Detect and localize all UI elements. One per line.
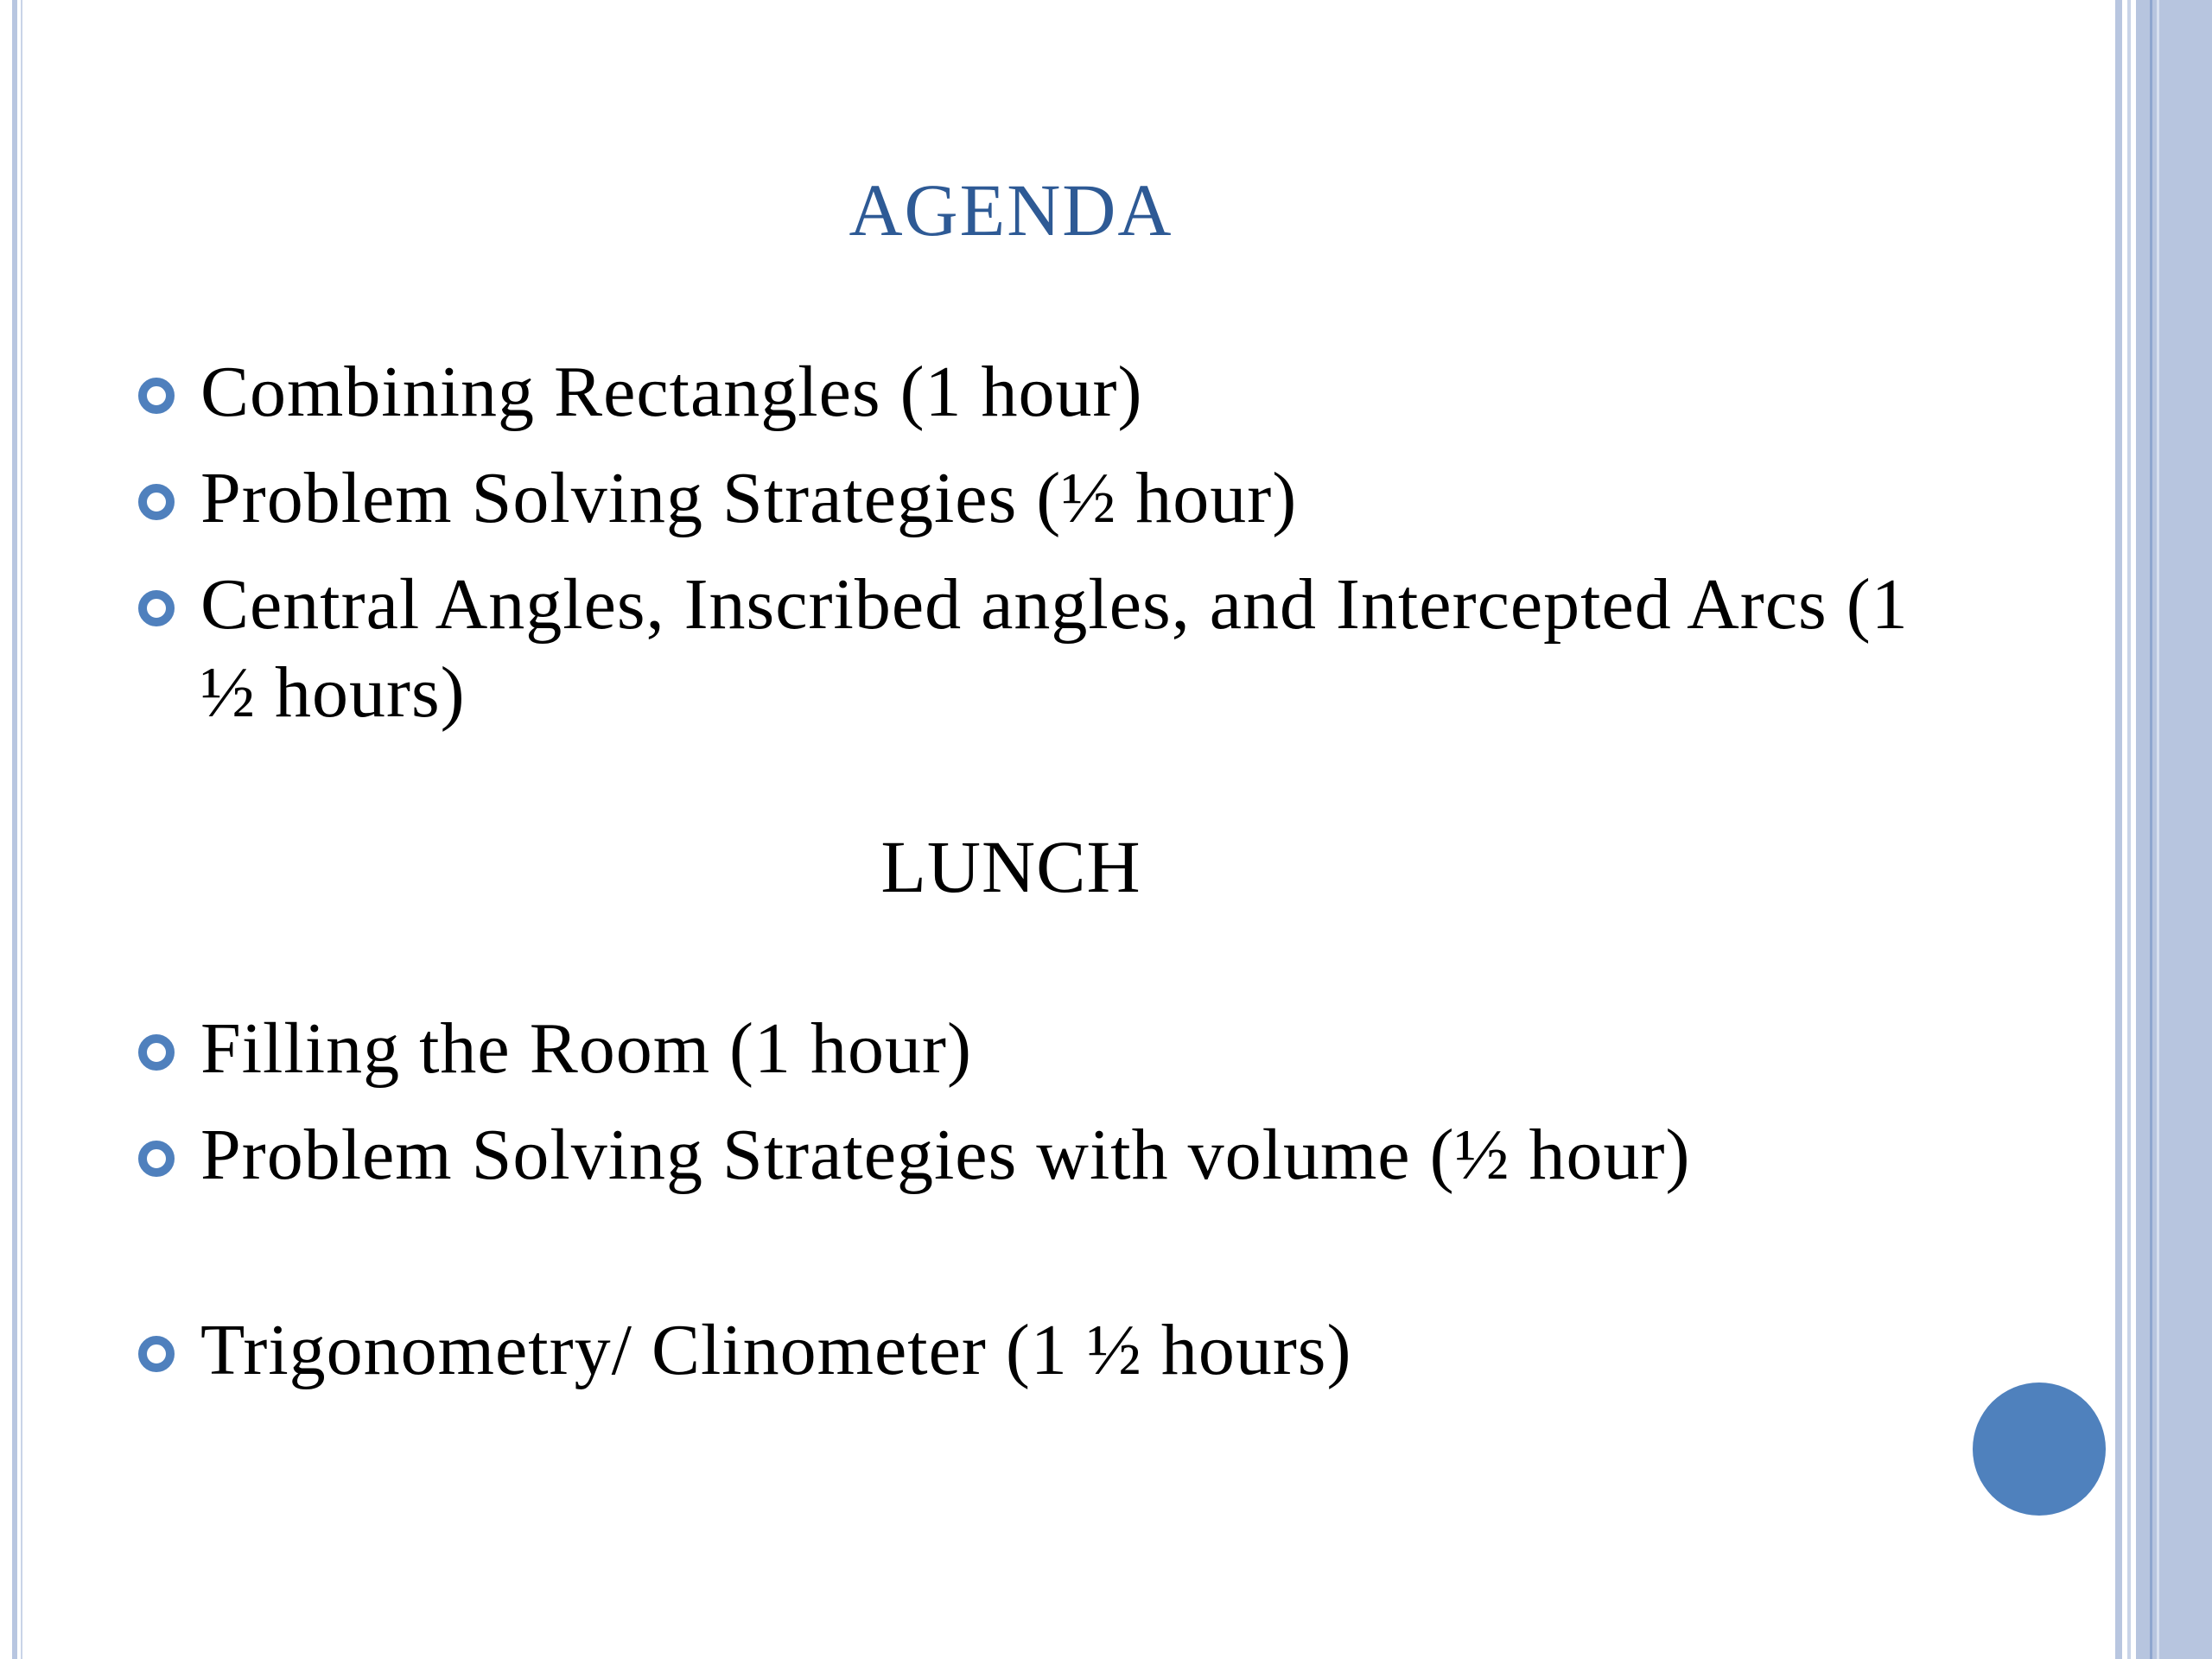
ring-bullet-icon [138,484,175,520]
lunch-label: LUNCH [880,825,1141,908]
ring-bullet-icon [138,1336,175,1372]
right-frame-band-line-light [2157,0,2159,1659]
agenda-item-text: Central Angles, Inscribed angles, and Intercepted Arcs (1 ½ hours) [200,564,1909,733]
decorative-circle [1973,1382,2106,1516]
agenda-item-text: Filling the Room (1 hour) [200,1008,972,1089]
agenda-item [200,1005,1980,1093]
agenda-item [200,348,1980,436]
right-frame-line [2115,0,2122,1659]
agenda-item-text: Problem Solving Strategies (½ hour) [200,458,1298,538]
agenda-item [200,1306,1980,1395]
ring-bullet-icon [138,590,175,626]
right-frame-line-thin [2127,0,2131,1659]
agenda-item [200,1111,1721,1199]
agenda-item-text: Combining Rectangles (1 hour) [200,352,1143,432]
agenda-item-text: Trigonometry/ Clinometer (1 ½ hours) [200,1310,1352,1390]
agenda-item [200,561,1937,737]
slide-title: AGENDA [849,168,1173,251]
ring-bullet-icon [138,1034,175,1071]
ring-bullet-icon [138,378,175,414]
agenda-item-text: Problem Solving Strategies with volume (½ hour) [200,1115,1691,1195]
agenda-item [200,454,1980,543]
right-frame-band [2136,0,2212,1659]
ring-bullet-icon [138,1141,175,1177]
right-frame-band-line [2150,0,2152,1659]
